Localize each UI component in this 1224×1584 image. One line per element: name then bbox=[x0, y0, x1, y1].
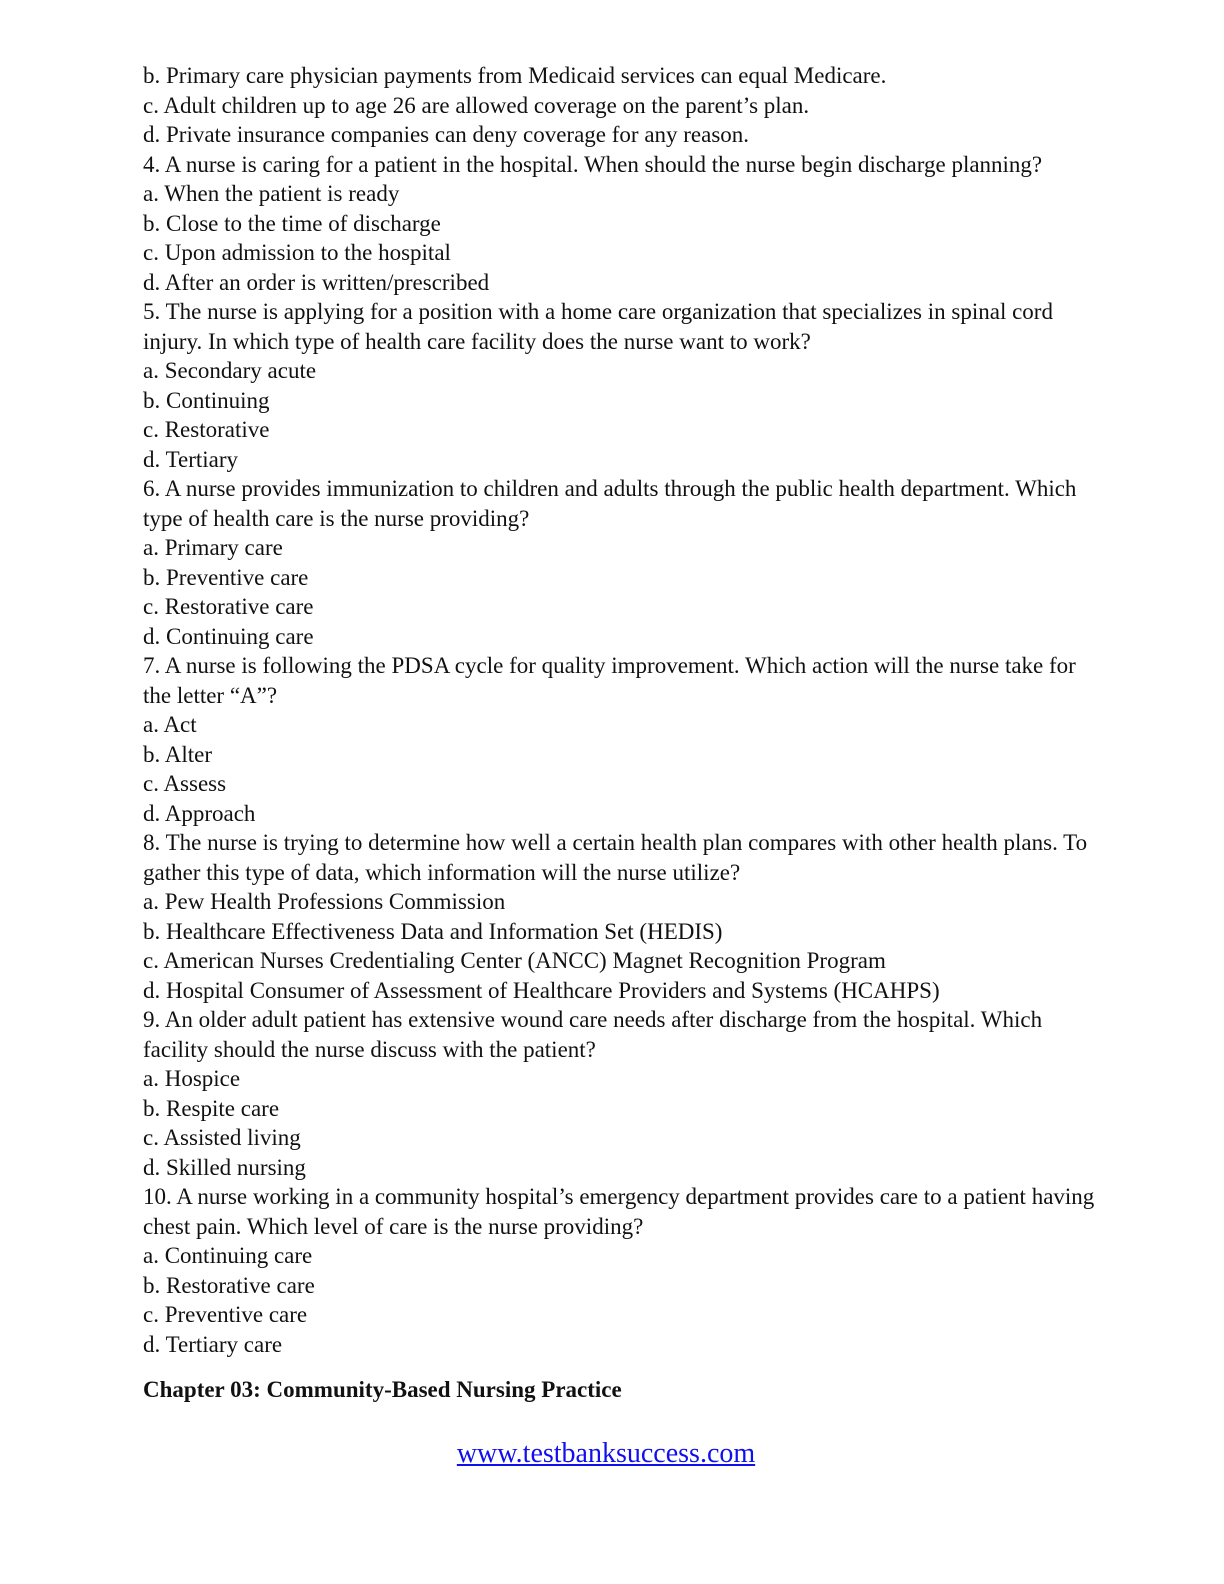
answer-option: b. Healthcare Effectiveness Data and Information Set (HEDIS) bbox=[143, 918, 723, 944]
answer-option: b. Respite care bbox=[143, 1095, 280, 1121]
answer-option: d. Tertiary bbox=[143, 446, 239, 472]
chapter-heading: Chapter 03: Community-Based Nursing Practice bbox=[143, 1377, 622, 1402]
answer-option: d. Skilled nursing bbox=[143, 1154, 306, 1180]
answer-option: c. Restorative care bbox=[143, 594, 314, 619]
question-text-continued: the letter “A”? bbox=[143, 682, 278, 708]
answer-option: d. Hospital Consumer of Assessment of Healthcare Providers and Systems (HCAHPS) bbox=[143, 977, 940, 1003]
answer-option: c. Upon admission to the hospital bbox=[143, 240, 451, 265]
answer-option: b. Close to the time of discharge bbox=[143, 210, 441, 236]
question-text-continued: gather this type of data, which information will the nurse utilize? bbox=[143, 859, 741, 885]
answer-option: a. Continuing care bbox=[143, 1243, 313, 1268]
question-text-continued: facility should the nurse discuss with the patient? bbox=[143, 1036, 596, 1062]
question-text: 5. The nurse is applying for a position with a home care organization that specializes in spinal cord bbox=[143, 299, 1053, 324]
answer-option: c. Preventive care bbox=[143, 1302, 308, 1327]
question-text-continued: chest pain. Which level of care is the nurse providing? bbox=[143, 1213, 644, 1239]
answer-option: d. Tertiary care bbox=[143, 1331, 283, 1357]
question-text: 10. A nurse working in a community hospital’s emergency department provides care to a patient having bbox=[143, 1184, 1095, 1209]
question-text-continued: injury. In which type of health care facility does the nurse want to work? bbox=[143, 328, 811, 354]
page-footer bbox=[0, 1437, 1224, 1471]
answer-option: c. Restorative bbox=[143, 417, 270, 442]
answer-option: a. Hospice bbox=[143, 1066, 241, 1091]
answer-option: b. Continuing bbox=[143, 387, 270, 413]
answer-option: d. Continuing care bbox=[143, 623, 314, 649]
question-text: 4. A nurse is caring for a patient in the hospital. When should the nurse begin discharge planning? bbox=[143, 151, 1043, 177]
question-text-continued: type of health care is the nurse providing? bbox=[143, 505, 530, 531]
answer-option: b. Primary care physician payments from Medicaid services can equal Medicare. bbox=[143, 63, 887, 88]
answer-option: a. When the patient is ready bbox=[143, 181, 400, 206]
document-body bbox=[143, 61, 1143, 1359]
footer-link[interactable]: www.testbanksuccess.com bbox=[456, 1438, 756, 1469]
question-text: 9. An older adult patient has extensive wound care needs after discharge from the hospital. Which bbox=[143, 1007, 1043, 1032]
question-text: 6. A nurse provides immunization to children and adults through the public health department. Which bbox=[143, 476, 1077, 501]
question-text: 8. The nurse is trying to determine how well a certain health plan compares with other health plans. To bbox=[143, 830, 1088, 855]
answer-option: a. Primary care bbox=[143, 535, 283, 560]
answer-option: c. American Nurses Credentialing Center (ANCC) Magnet Recognition Program bbox=[143, 948, 886, 973]
answer-option: d. Private insurance companies can deny coverage for any reason. bbox=[143, 122, 750, 147]
answer-option: b. Restorative care bbox=[143, 1272, 315, 1298]
answer-option: b. Alter bbox=[143, 741, 212, 767]
answer-option: a. Act bbox=[143, 712, 197, 737]
answer-option: c. Assisted living bbox=[143, 1125, 301, 1150]
question-text: 7. A nurse is following the PDSA cycle for quality improvement. Which action will the nurse take for bbox=[143, 653, 1076, 678]
answer-option: c. Adult children up to age 26 are allowed coverage on the parent’s plan. bbox=[143, 92, 810, 118]
answer-option: d. After an order is written/prescribed bbox=[143, 269, 490, 295]
answer-option: a. Secondary acute bbox=[143, 358, 317, 383]
answer-option: d. Approach bbox=[143, 800, 256, 826]
answer-option: b. Preventive care bbox=[143, 564, 309, 590]
answer-option: c. Assess bbox=[143, 771, 227, 796]
answer-option: a. Pew Health Professions Commission bbox=[143, 889, 506, 914]
